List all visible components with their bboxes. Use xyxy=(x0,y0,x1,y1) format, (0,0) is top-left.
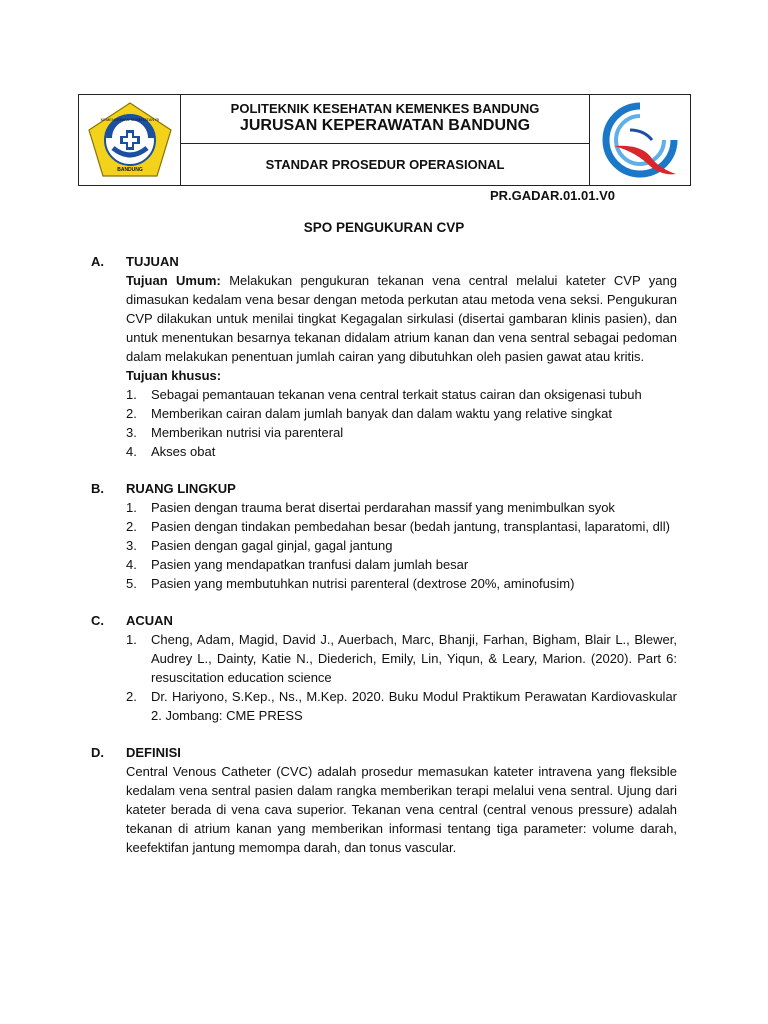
section-letter: C. xyxy=(91,613,104,628)
section-definisi xyxy=(91,743,677,857)
list-item xyxy=(126,574,677,593)
list-number: 5. xyxy=(126,576,137,591)
specific-purpose-label: Tujuan khusus: xyxy=(126,368,222,383)
logo-ring-text-bottom: BANDUNG xyxy=(116,167,143,173)
list-item xyxy=(126,517,677,536)
reference-list xyxy=(126,630,677,725)
list-text: Memberikan cairan dalam jumlah banyak dan dalam waktu yang relative singkat xyxy=(151,406,613,421)
section-letter: D. xyxy=(91,745,104,760)
poltekkes-logo xyxy=(79,95,181,185)
section-ruang-lingkup xyxy=(91,479,677,593)
list-number: 2. xyxy=(126,519,137,534)
list-number: 1. xyxy=(126,387,137,402)
document-header xyxy=(78,94,691,186)
list-text: Sebagai pemantauan tekanan vena central terkait status cairan dan oksigenasi tubuh xyxy=(151,387,642,402)
list-text: Memberikan nutrisi via parenteral xyxy=(151,425,344,440)
list-text: Akses obat xyxy=(151,444,216,459)
specific-purpose-list xyxy=(126,385,677,461)
list-number: 4. xyxy=(126,444,137,459)
institution-name: POLITEKNIK KESEHATAN KEMENKES BANDUNG xyxy=(230,101,540,116)
section-letter: A. xyxy=(91,254,104,269)
section-title: RUANG LINGKUP xyxy=(126,481,236,496)
list-text: Cheng, Adam, Magid, David J., Auerbach, Marc, Bhanji, Farhan, Bigham, Blair L., Blewer, Audrey L., Dainty, Katie N., Diederich, Emily, Lin, Yiqun, & Leary, Marion. (2020). Part 6: resuscitation education science xyxy=(151,632,677,685)
list-number: 1. xyxy=(126,500,137,515)
list-item xyxy=(126,687,677,725)
list-item xyxy=(126,536,677,555)
scope-list xyxy=(126,498,677,593)
list-number: 2. xyxy=(126,406,137,421)
section-title: ACUAN xyxy=(126,613,173,628)
section-acuan xyxy=(91,611,677,725)
section-title: DEFINISI xyxy=(126,745,181,760)
institution-swoosh-logo xyxy=(589,95,690,185)
list-number: 4. xyxy=(126,557,137,572)
section-letter: B. xyxy=(91,481,104,496)
list-number: 3. xyxy=(126,425,137,440)
list-item xyxy=(126,442,677,461)
list-text: Pasien dengan trauma berat disertai perdarahan massif yang menimbulkan syok xyxy=(151,500,615,515)
general-purpose-label: Tujuan Umum: xyxy=(126,273,221,288)
section-tujuan xyxy=(91,252,677,461)
logo-ring-text-top: KEMENTERIAN KESEHATAN RI xyxy=(100,117,159,122)
list-text: Pasien dengan tindakan pembedahan besar (bedah jantung, transplantasi, laparatomi, dll) xyxy=(151,519,670,534)
list-text: Pasien dengan gagal ginjal, gagal jantung xyxy=(151,538,393,553)
document-title: SPO PENGUKURAN CVP xyxy=(303,220,465,235)
list-number: 3. xyxy=(126,538,137,553)
list-text: Pasien yang mendapatkan tranfusi dalam jumlah besar xyxy=(151,557,469,572)
definition-paragraph: Central Venous Catheter (CVC) adalah prosedur memasukan kateter intravena yang fleksible kedalam vena sentral pasien dalam rangka memberikan terapi melalui vena sentral. Ujung dari kateter berada di vena cava superior. Tekanan vena central (central venous pressure) adalah tekanan di atrium kanan yang memberikan informasi tentang tiga parameter: volume darah, keefektifan jantung memompa darah, dan tonus vascular. xyxy=(126,764,677,855)
list-text: Pasien yang membutuhkan nutrisi parenteral (dextrose 20%, aminofusim) xyxy=(151,576,575,591)
section-title: TUJUAN xyxy=(126,254,179,269)
list-item xyxy=(126,404,677,423)
document-body xyxy=(91,252,677,875)
list-item xyxy=(126,630,677,687)
list-item xyxy=(126,423,677,442)
list-number: 2. xyxy=(126,689,137,704)
document-type: STANDAR PROSEDUR OPERASIONAL xyxy=(265,157,505,172)
list-item xyxy=(126,555,677,574)
list-number: 1. xyxy=(126,632,137,647)
list-text: Dr. Hariyono, S.Kep., Ns., M.Kep. 2020. Buku Modul Praktikum Perawatan Kardiovaskular 2. Jombang: CME PRESS xyxy=(151,689,677,723)
department-name: JURUSAN KEPERAWATAN BANDUNG xyxy=(239,117,531,134)
general-purpose-text: Melakukan pengukuran tekanan vena central melalui kateter CVP yang dimasukan kedalam vena besar dengan metoda perkutan atau metoda vena seksi. Pengukuran CVP dilakukan untuk menilai tingkat Kegagalan sirkulasi (disertai gambaran klinis pasien), dan untuk menentukan besarnya tekanan didalam atrium kanan dan vena sentral sebagai pedoman dalam melakukan penentuan jumlah cairan yang dibutuhkan oleh pasien gawat atau kritis. xyxy=(126,273,677,364)
list-item xyxy=(126,498,677,517)
list-item xyxy=(126,385,677,404)
general-purpose-paragraph xyxy=(126,271,677,366)
document-code: PR.GADAR.01.01.V0 xyxy=(490,188,615,203)
